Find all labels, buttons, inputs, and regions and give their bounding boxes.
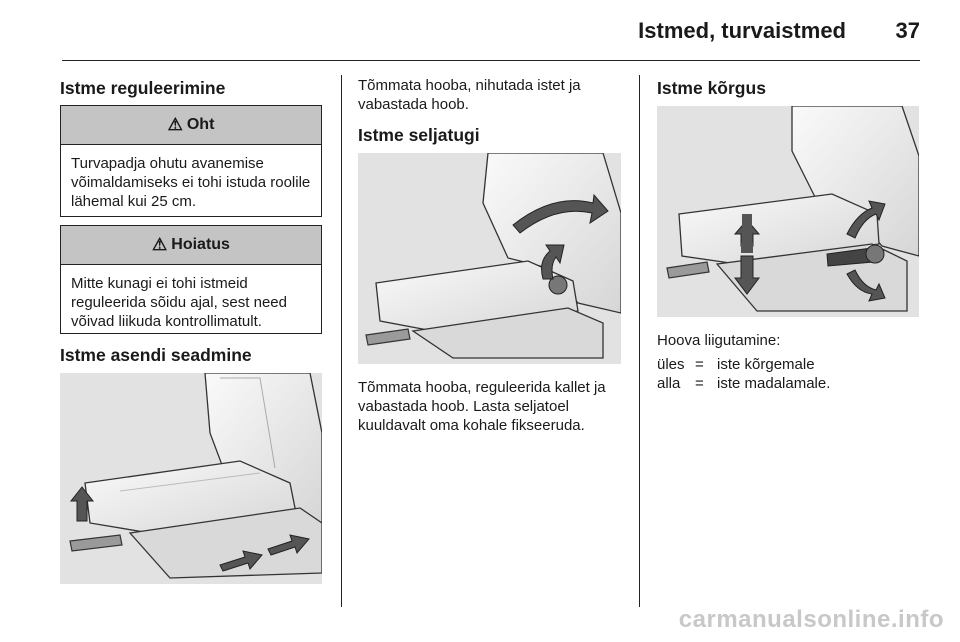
warning-triangle-icon: ⚠ bbox=[167, 115, 183, 134]
backrest-instruction: Tõmmata hooba, reguleerida kallet ja vabastada hoob. Lasta seljatoel kuuldavalt oma kohale fikseeruda. bbox=[358, 379, 606, 434]
warning-triangle-icon: ⚠ bbox=[152, 235, 168, 254]
seat-position-illustration bbox=[60, 373, 322, 584]
seat-position-instruction: Tõmmata hooba, nihutada istet ja vabastada hoob. bbox=[358, 77, 581, 113]
backrest-illustration bbox=[358, 153, 621, 364]
danger-box-header bbox=[61, 106, 321, 145]
definition-equals: = bbox=[695, 375, 704, 392]
column-divider-2 bbox=[639, 75, 640, 607]
seat-height-definitions bbox=[657, 355, 830, 393]
definition-equals: = bbox=[695, 356, 704, 373]
section-heading: Istme reguleerimine bbox=[60, 78, 226, 98]
watermark: carmanualsonline.info bbox=[678, 606, 944, 633]
running-header-title: Istmed, turvaistmed bbox=[638, 18, 846, 43]
page-number: 37 bbox=[895, 18, 920, 43]
seat-height-illustration bbox=[657, 106, 919, 317]
danger-box-title: Oht bbox=[186, 116, 215, 133]
column-divider-1 bbox=[341, 75, 342, 607]
warning-box-title: Hoiatus bbox=[171, 236, 230, 253]
warning-box-header bbox=[61, 226, 321, 265]
subsection-heading-seat-height: Istme kõrgus bbox=[657, 78, 766, 98]
definition-key: alla bbox=[657, 375, 681, 392]
header-rule bbox=[62, 60, 920, 61]
definition-row bbox=[657, 374, 830, 393]
definition-row bbox=[657, 355, 830, 374]
danger-box-text: Turvapadja ohutu avanemise võimaldamiseks ei tohi istuda roolile lähemal kui 25 cm. bbox=[71, 155, 311, 210]
subsection-heading-backrest: Istme seljatugi bbox=[358, 125, 480, 145]
definition-value: iste kõrgemale bbox=[717, 356, 815, 373]
definition-value: iste madalamale. bbox=[717, 375, 831, 392]
definition-key: üles bbox=[657, 356, 685, 373]
subsection-heading-seat-position: Istme asendi seadmine bbox=[60, 345, 252, 365]
seat-height-caption: Hoova liigutamine: bbox=[657, 332, 781, 349]
warning-box bbox=[60, 225, 322, 334]
warning-box-text: Mitte kunagi ei tohi istmeid reguleerida sõidu ajal, sest need võivad liikuda kontrollimatult. bbox=[71, 275, 287, 330]
danger-box bbox=[60, 105, 322, 217]
